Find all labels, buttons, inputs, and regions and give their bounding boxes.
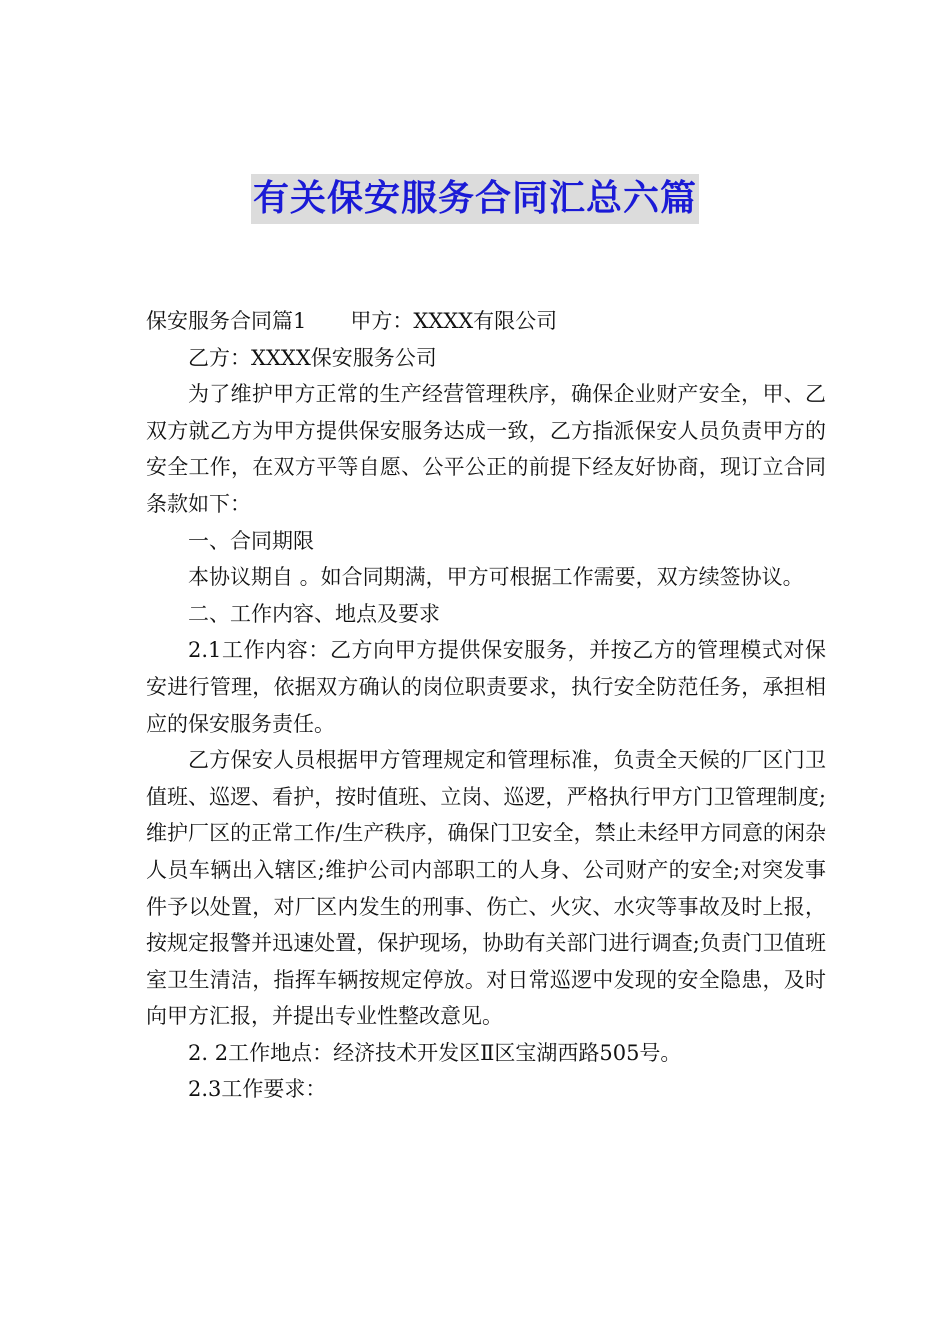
paragraph-work-location: 2. 2工作地点：经济技术开发区Ⅱ区宝湖西路505号。 [188, 1040, 682, 1065]
paragraph-preamble: 为了维护甲方正常的生产经营管理秩序，确保企业财产安全，甲、乙双方就乙方为甲方提供保安服务达成一致，乙方指派保安人员负责甲方的安全工作，在双方平等自愿、公平公正的前提下经友好协商，现订立合同条款如下： [146, 382, 826, 516]
section-heading-work: 二、工作内容、地点及要求 [188, 601, 440, 626]
heading-line [146, 303, 826, 340]
paragraph-term: 本协议期自 。如合同期满，甲方可根据工作需要，双方续签协议。 [188, 565, 804, 590]
party-a: 甲方：XXXX有限公司 [350, 309, 558, 333]
document-title: 有关保安服务合同汇总六篇 [251, 174, 699, 224]
section-heading-term: 一、合同期限 [188, 528, 314, 553]
document-body [146, 303, 826, 1108]
paragraph-work-content: 2.1工作内容：乙方向甲方提供保安服务，并按乙方的管理模式对保安进行管理，依据双方确认的岗位职责要求，执行安全防范任务，承担相应的保安服务责任。 [146, 638, 826, 736]
paragraph-work-requirements: 2.3工作要求： [188, 1077, 327, 1102]
party-b: 乙方：XXXX保安服务公司 [188, 345, 437, 370]
title-container [0, 174, 950, 224]
contract-heading: 保安服务合同篇1 [146, 309, 307, 333]
paragraph-duties: 乙方保安人员根据甲方管理规定和管理标准，负责全天候的厂区门卫值班、巡逻、看护，按时值班、立岗、巡逻，严格执行甲方门卫管理制度;维护厂区的正常工作/生产秩序，确保门卫安全，禁止未经甲方同意的闲杂人员车辆出入辖区;维护公司内部职工的人身、公司财产的安全;对突发事件予以处置，对厂区内发生的刑事、伤亡、火灾、水灾等事故及时上报，按规定报警并迅速处置，保护现场，协助有关部门进行调查;负责门卫值班室卫生清洁，指挥车辆按规定停放。对日常巡逻中发现的安全隐患，及时向甲方汇报，并提出专业性整改意见。 [146, 748, 826, 1029]
